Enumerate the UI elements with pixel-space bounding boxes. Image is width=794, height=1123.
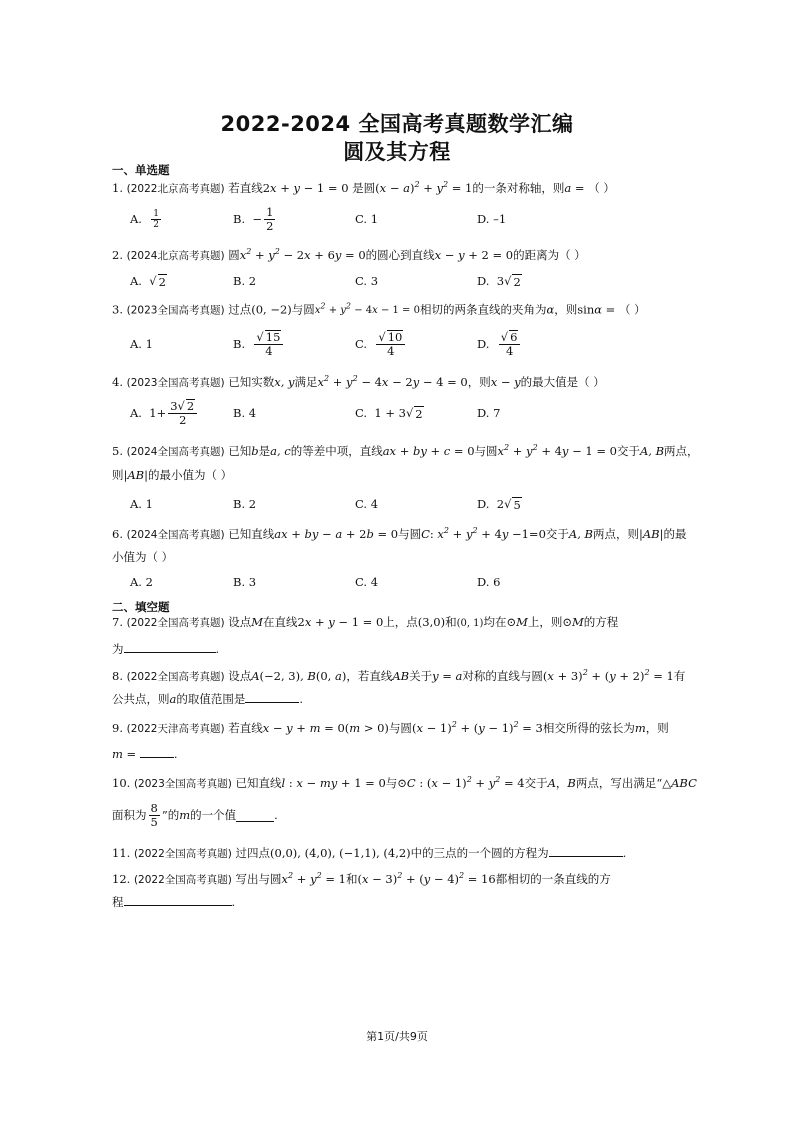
question-6-options xyxy=(130,565,690,599)
page-footer: 第1页/共9页 xyxy=(366,1030,428,1043)
option-a[interactable]: A. √ 2 xyxy=(130,274,166,289)
document-subtitle: 圆及其方程 xyxy=(343,140,451,164)
question-10-cont: 面积为 $\frac{8}{5}$ ”的 m 的一个值 . xyxy=(112,800,278,829)
question-7-cont: 为 . xyxy=(112,642,220,656)
section-heading-fill-in: 二、填空题 xyxy=(112,600,170,614)
question-4: 4. (2023全国高考真题) 已知实数x, y满足$x^2 + y^2 - 4x - 2y - 4 = 0$，则x − y的最大值是（ ） xyxy=(112,374,605,389)
question-6-cont: 小值为（ ） xyxy=(112,550,174,564)
question-4-options xyxy=(130,396,690,430)
option-b[interactable]: B. $\frac{√ 15}{4}$ xyxy=(233,327,285,361)
question-source: (2022北京高考真题) xyxy=(126,182,225,195)
question-source: (2024北京高考真题) xyxy=(126,249,225,262)
question-9-cont: m = . xyxy=(112,747,178,761)
question-5-cont: 则|AB|的最小值为（ ） xyxy=(112,468,233,482)
question-8: 8. (2022全国高考真题) 设点A(−2, 3), B(0, a)，若直线AB关于y = a对称的直线与圆$(x + 3)^2 + (y + 2)^2 = 1$有 xyxy=(112,668,686,683)
option-b[interactable]: B. 2 xyxy=(233,497,257,511)
section-heading-single-choice: 一、单选题 xyxy=(112,163,170,177)
question-8-cont: 公共点，则a的取值范围是 . xyxy=(112,692,304,706)
option-a[interactable]: A. 1 xyxy=(130,337,153,351)
document-title: 2022-2024 全国高考真题数学汇编 xyxy=(220,112,574,136)
question-2-options xyxy=(130,264,690,298)
option-c[interactable]: C. 1 xyxy=(355,212,379,226)
question-5: 5. (2024全国高考真题) 已知b是a, c的等差中项，直线ax + by + c = 0与圆$x^2 + y^2 + 4y - 1 = 0$交于A, B两点， xyxy=(112,443,699,458)
option-a[interactable]: A. $\frac{1}{2}$ xyxy=(130,208,160,230)
question-source: (2023全国高考真题) xyxy=(133,777,232,790)
option-d[interactable]: D. 7 xyxy=(477,406,501,420)
question-6: 6. (2024全国高考真题) 已知直线ax + by − a + 2b = 0与圆C: $x^2 + y^2 + 4y -1=0$交于A, B两点，则|AB|的最 xyxy=(112,526,687,541)
answer-blank[interactable] xyxy=(236,809,274,822)
question-source: (2022全国高考真题) xyxy=(133,848,232,860)
option-b[interactable]: B. 4 xyxy=(233,406,257,420)
question-source: (2022全国高考真题) xyxy=(126,670,225,683)
question-12-cont: 程 . xyxy=(112,895,236,909)
option-c[interactable]: C. 3 xyxy=(355,274,379,288)
option-c[interactable]: C. 4 xyxy=(355,575,379,589)
question-1: 1. (2022北京高考真题) 若直线2x + y − 1 = 0 是圆$(x - a)^2 + y^2 = 1$的一条对称轴，则a = （ ） xyxy=(112,180,615,195)
question-source: (2022天津高考真题) xyxy=(126,722,225,735)
option-d[interactable]: D. 3 √ 2 xyxy=(477,274,521,289)
option-c[interactable]: C. 1 + 3 √ 2 xyxy=(355,406,423,421)
question-2: 2. (2024北京高考真题) 圆$x^2 + y^2 - 2x + 6y = 0$的圆心到直线x − y + 2 = 0的距离为（ ） xyxy=(112,247,586,262)
question-7: 7. (2022全国高考真题) 设点M在直线2x + y − 1 = 0上，点(3,0)和(0, 1)均在⊙M上，则⊙M的方程 xyxy=(112,615,619,629)
option-d[interactable]: D. 2 √ 5 xyxy=(477,497,521,512)
option-a[interactable]: A. 2 xyxy=(130,575,153,589)
answer-blank[interactable] xyxy=(245,690,299,703)
answer-blank[interactable] xyxy=(549,844,623,857)
question-1-options xyxy=(130,202,690,236)
question-source: (2024全国高考真题) xyxy=(126,528,225,541)
question-source: (2022全国高考真题) xyxy=(126,617,225,629)
option-a[interactable]: A. 1 xyxy=(130,497,153,511)
question-3: 3. (2023全国高考真题) 过点(0, −2)与圆$x^2 + y^2 - 4x - 1 = 0$相切的两条直线的夹角为α，则sinα = （ ） xyxy=(112,302,646,317)
question-3-options xyxy=(130,327,690,361)
option-a[interactable]: A. 1+ $\frac{3√ 2}{2}$ xyxy=(130,396,199,430)
question-source: (2023全国高考真题) xyxy=(126,304,225,317)
answer-blank[interactable] xyxy=(124,640,216,653)
question-source: (2022全国高考真题) xyxy=(133,873,232,886)
option-b[interactable]: B. 3 xyxy=(233,575,257,589)
option-d[interactable]: D. $\frac{√ 6}{4}$ xyxy=(477,327,522,361)
question-12: 12. (2022全国高考真题) 写出与圆$x^2 + y^2 = 1$和$(x - 3)^2 + (y - 4)^2 = 16$都相切的一条直线的方 xyxy=(112,871,611,886)
answer-blank[interactable] xyxy=(124,893,232,906)
question-source: (2024全国高考真题) xyxy=(126,445,225,458)
option-d[interactable]: D. 6 xyxy=(477,575,501,589)
option-b[interactable]: B. − $\frac{1}{2}$ xyxy=(233,204,274,233)
option-d[interactable]: D. –1 xyxy=(477,212,507,226)
question-5-options xyxy=(130,487,690,521)
question-source: (2023全国高考真题) xyxy=(126,376,225,389)
answer-blank[interactable] xyxy=(140,745,174,758)
option-c[interactable]: C. 4 xyxy=(355,497,379,511)
option-b[interactable]: B. 2 xyxy=(233,274,257,288)
option-c[interactable]: C. $\frac{√ 10}{4}$ xyxy=(355,327,407,361)
question-9: 9. (2022天津高考真题) 若直线x − y + m = 0(m > 0)与圆$(x - 1)^2 + (y - 1)^2 = 3$相交所得的弦长为m，则 xyxy=(112,720,669,735)
question-11: 11. (2022全国高考真题) 过四点(0,0), (4,0), (−1,1), (4,2)中的三点的一个圆的方程为 . xyxy=(112,846,627,860)
question-10: 10. (2023全国高考真题) 已知直线l : x − my + 1 = 0与⊙C : $(x - 1)^2 + y^2 = 4$交于A，B两点，写出满足“△ABC xyxy=(112,775,697,790)
